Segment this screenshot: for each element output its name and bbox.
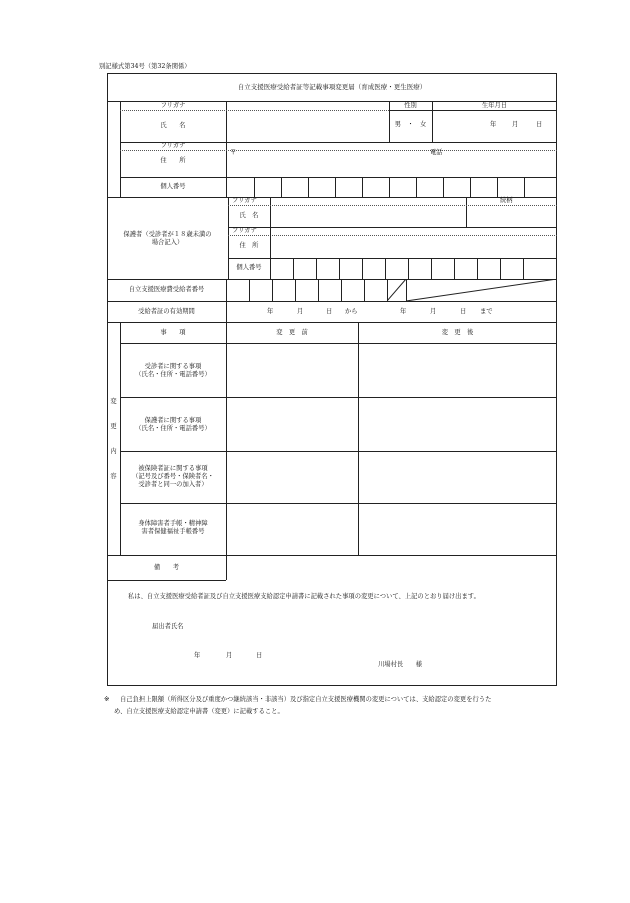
item-patient-sub: （氏名・住所・電話番号）	[135, 371, 211, 378]
guardian-after-field[interactable]	[359, 398, 556, 450]
change-char-1: 変	[110, 398, 117, 405]
relationship-label: 続柄	[500, 197, 513, 204]
validity-label: 受給者証の有効期間	[138, 308, 195, 315]
note-line-1: 自己負担上限額（所得区分及び重度かつ継続該当・非該当）及び指定自立支援医療機関の変更については、支給認定の変更を行うた	[120, 696, 492, 703]
validity-year-2: 年	[400, 308, 407, 315]
guardian-address-furigana-label: フリガナ	[232, 227, 257, 234]
date-year: 年	[194, 652, 201, 659]
guardian-label-sub: 場合記入）	[151, 239, 184, 246]
date-day: 日	[256, 652, 263, 659]
item-handbook-sub: 害者保健福祉手帳番号	[141, 528, 205, 535]
note-line-2: め、自立支援医療支給認定申請書（変更）に記載すること。	[114, 708, 284, 715]
patient-furigana-field[interactable]	[227, 102, 387, 110]
addressee: 川場村長 様	[378, 661, 423, 668]
patient-name-label: 氏 名	[160, 122, 186, 129]
patient-address-field[interactable]	[240, 151, 425, 175]
patient-before-field[interactable]	[227, 344, 357, 396]
declaration-text: 私は、自立支援医療受給者証及び自立支援医療支給認定申請書に記載された事項の変更について、上記のとおり届け出ます。	[128, 593, 480, 600]
validity-from: から	[345, 308, 358, 315]
guardian-mynumber-field[interactable]	[271, 259, 556, 278]
declarant-name-field[interactable]	[200, 618, 400, 634]
guardian-mynumber-label: 個人番号	[236, 264, 262, 271]
item-insurance-sub: （記号及び番号・保険者名・	[132, 473, 214, 480]
note-mark: ※	[104, 696, 110, 703]
handbook-after-field[interactable]	[359, 504, 556, 554]
birth-year: 年	[490, 121, 497, 128]
recipient-number-label: 自立支援医療費受給者番号	[128, 286, 205, 293]
relationship-field[interactable]	[467, 206, 556, 226]
date-month: 月	[226, 652, 233, 659]
patient-name-field[interactable]	[227, 111, 387, 141]
declarant-name-label: 届出者氏名	[152, 623, 184, 630]
change-char-2: 更	[110, 423, 117, 430]
recipient-number-field[interactable]	[227, 280, 386, 300]
guardian-name-label: 氏 名	[239, 212, 259, 219]
insurance-after-field[interactable]	[359, 452, 556, 502]
sex-options[interactable]: 男 ・ 女	[394, 121, 427, 128]
item-insurance-label: 被保険者証に関する事項	[138, 465, 208, 472]
form-number: 別記様式第34号（第32条関係）	[99, 63, 191, 70]
sex-label: 性別	[404, 102, 417, 109]
birth-month: 月	[512, 121, 519, 128]
patient-furigana-label: フリガナ	[160, 102, 186, 109]
patient-address-label: 住 所	[160, 157, 186, 164]
before-header: 変 更 前	[276, 329, 308, 336]
item-handbook-label: 身体障害者手帳・精神障	[138, 520, 208, 527]
guardian-label: 保護者（受診者が１８歳未満の	[123, 231, 212, 238]
after-header: 変 更 後	[441, 329, 474, 336]
insurance-before-field[interactable]	[227, 452, 357, 502]
validity-month-1: 月	[297, 308, 304, 315]
change-char-4: 容	[110, 473, 117, 480]
item-patient-label: 受診者に関する事項	[144, 363, 202, 370]
patient-mynumber-label: 個人番号	[160, 183, 186, 190]
remarks-label: 備 考	[153, 564, 180, 571]
handbook-before-field[interactable]	[227, 504, 357, 554]
birth-day: 日	[536, 121, 543, 128]
item-insurance-sub2: 受診者と同一の加入者）	[138, 481, 208, 488]
validity-until: まで	[480, 308, 493, 315]
validity-month-2: 月	[430, 308, 437, 315]
change-char-3: 内	[110, 448, 117, 455]
items-header: 事 項	[160, 329, 186, 336]
form-title: 自立支援医療受給者証等記載事項変更届（育成医療・更生医療）	[237, 83, 427, 91]
item-guardian-sub: （氏名・住所・電話番号）	[135, 425, 211, 432]
validity-day-1: 日	[326, 308, 333, 315]
validity-day-2: 日	[460, 308, 467, 315]
recipient-number-diagonal	[387, 279, 557, 301]
phone-label: 電話	[430, 149, 443, 156]
postal-mark: 〒	[230, 149, 237, 156]
item-guardian-label: 保護者に関する事項	[144, 417, 202, 424]
guardian-furigana-label: フリガナ	[232, 197, 257, 204]
guardian-address-label: 住 所	[239, 242, 259, 249]
patient-mynumber-field[interactable]	[227, 178, 556, 196]
address-furigana-label: フリガナ	[160, 142, 186, 149]
validity-year-1: 年	[267, 308, 274, 315]
guardian-name-field[interactable]	[271, 206, 465, 226]
guardian-address-field[interactable]	[271, 236, 556, 257]
guardian-before-field[interactable]	[227, 398, 357, 450]
birthdate-label: 生年月日	[481, 102, 508, 109]
patient-after-field[interactable]	[359, 344, 556, 396]
